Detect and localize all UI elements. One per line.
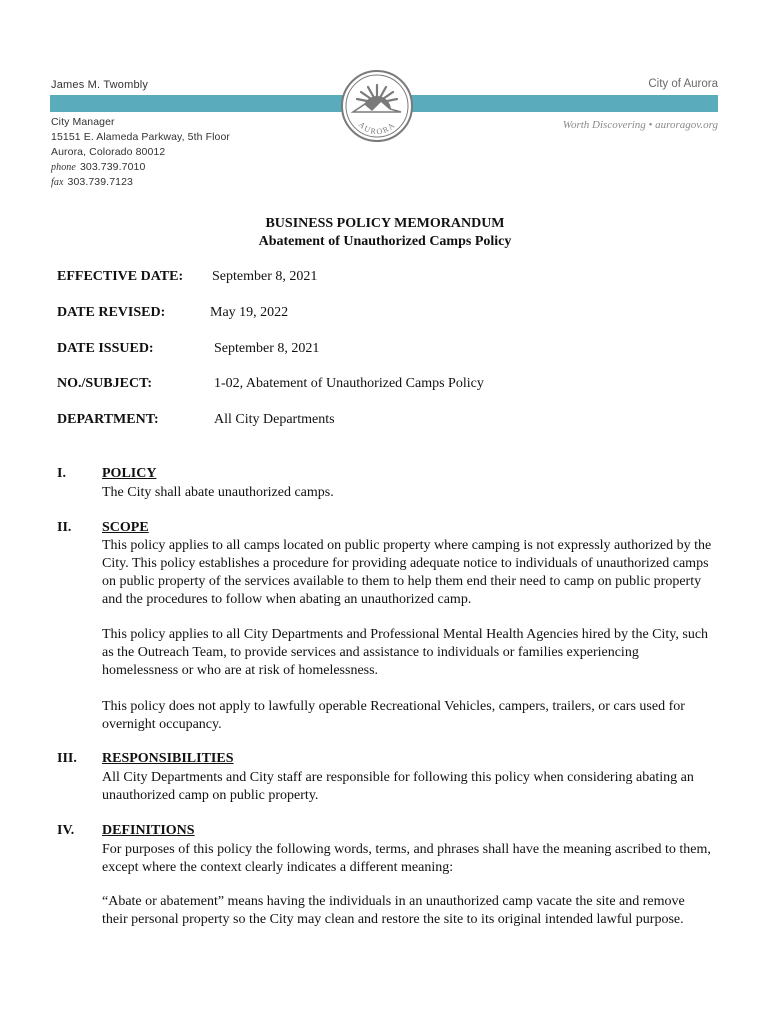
section-heading-responsibilities: RESPONSIBILITIES <box>102 751 234 766</box>
effective-date-value: September 8, 2021 <box>212 269 318 284</box>
scope-paragraph-1: This policy applies to all camps located on public property where camping is not expressly authorized by the City. This policy establishes a procedure for providing adequate notice to individuals of unauthorized camps on public property of the services available to them to help them end their need to camp on public property and the procedures to follow when abating an unauthorized camp. <box>102 538 712 607</box>
subject-value: 1-02, Abatement of Unauthorized Camps Policy <box>214 376 484 391</box>
organization-name: City of Aurora <box>648 78 718 90</box>
fax-number: 303.739.7123 <box>67 176 133 188</box>
sender-name: James M. Twombly <box>51 79 149 91</box>
section-heading-scope: SCOPE <box>102 520 149 535</box>
date-issued-label: DATE ISSUED: <box>57 341 154 356</box>
definitions-paragraph-1: For purposes of this policy the following words, terms, and phrases shall have the meaning ascribed to them, except where the context clearly indicates a different meaning: <box>102 842 711 875</box>
section-number-policy: I. <box>57 466 66 481</box>
city-seal-logo <box>341 70 413 142</box>
definitions-paragraph-2: “Abate or abatement” means having the individuals in an unauthorized camp vacate the site and remove their personal property so the City may clean and restore the site to its original intended lawful purpose. <box>102 894 685 927</box>
scope-paragraph-2: This policy applies to all City Departments and Professional Mental Health Agencies hired by the City, such as the Outreach Team, to provide services and assistance to individuals or families experiencing homelessness or who are at risk of homelessness. <box>102 627 709 678</box>
sender-title: City Manager <box>51 116 115 128</box>
section-number-definitions: IV. <box>57 823 75 838</box>
fax-line <box>51 176 133 188</box>
date-issued-value: September 8, 2021 <box>214 341 320 356</box>
fax-label: fax <box>51 177 64 188</box>
date-revised-label: DATE REVISED: <box>57 305 166 320</box>
subject-label: NO./SUBJECT: <box>57 376 153 391</box>
phone-label: phone <box>51 162 76 173</box>
memo-subtitle: Abatement of Unauthorized Camps Policy <box>258 234 512 249</box>
section-number-scope: II. <box>57 520 72 535</box>
effective-date-label: EFFECTIVE DATE: <box>57 269 184 284</box>
department-label: DEPARTMENT: <box>57 412 159 427</box>
seal-text: AURORA <box>356 120 398 137</box>
section-number-responsibilities: III. <box>57 751 77 766</box>
scope-paragraph-3: This policy does not apply to lawfully operable Recreational Vehicles, campers, trailers, or cars used for overnight occupancy. <box>102 699 685 732</box>
organization-tagline: Worth Discovering • auroragov.org <box>562 119 718 131</box>
section-heading-definitions: DEFINITIONS <box>102 823 195 838</box>
policy-paragraph: The City shall abate unauthorized camps. <box>102 485 334 500</box>
phone-line <box>51 161 145 173</box>
phone-number: 303.739.7010 <box>79 161 146 173</box>
address-line-1: 15151 E. Alameda Parkway, 5th Floor <box>51 131 230 143</box>
address-line-2: Aurora, Colorado 80012 <box>51 146 166 158</box>
memo-title: BUSINESS POLICY MEMORANDUM <box>265 216 505 231</box>
responsibilities-paragraph: All City Departments and City staff are responsible for following this policy when considering abating an unauthorized camp on public property. <box>102 770 694 803</box>
department-value: All City Departments <box>214 412 335 427</box>
section-heading-policy: POLICY <box>102 466 157 481</box>
date-revised-value: May 19, 2022 <box>210 305 289 320</box>
